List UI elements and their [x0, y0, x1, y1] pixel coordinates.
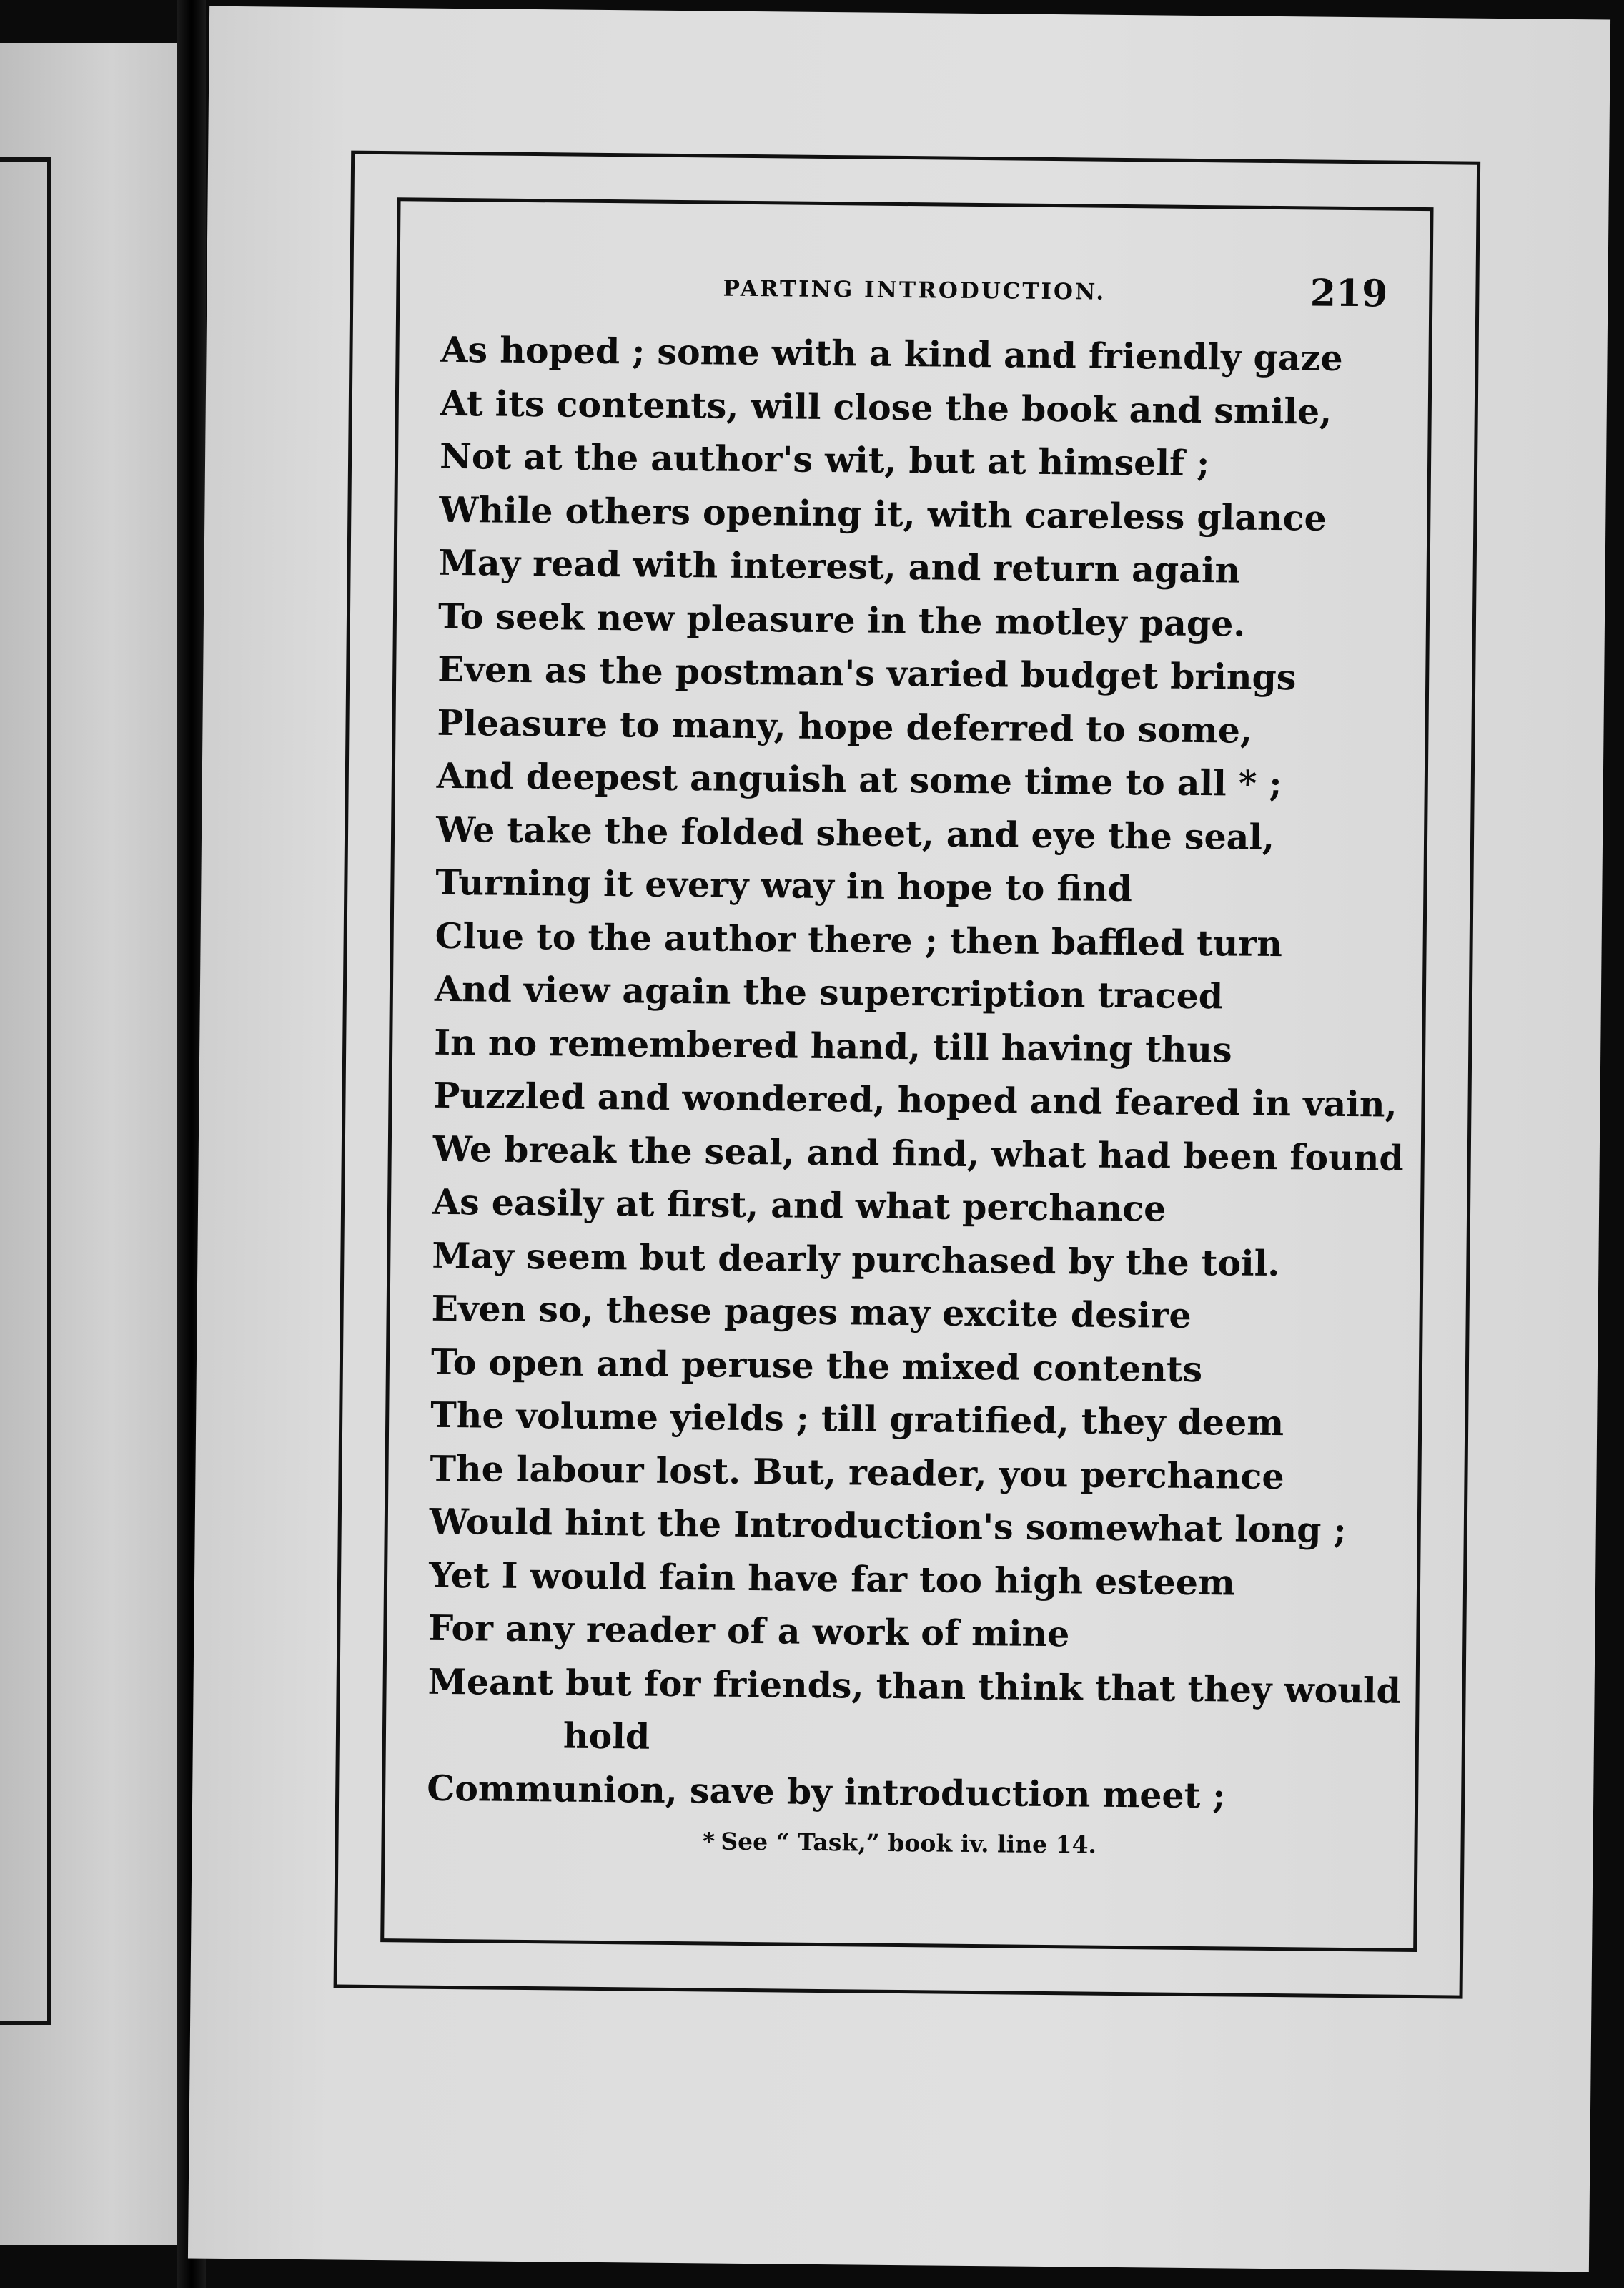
verse-line: Clue to the author there ; then baffled turn: [435, 914, 1283, 965]
verse-line: Even as the postman's varied budget brings: [437, 648, 1297, 699]
left-page-border: [0, 157, 51, 2025]
verse-line: While others opening it, with careless glance: [439, 488, 1327, 539]
verse-line: The volume yields ; till gratified, they deem: [430, 1394, 1284, 1444]
verse-line: Not at the author's wit, but at himself ;: [439, 435, 1210, 485]
verse-line: Even so, these pages may excite desire: [431, 1287, 1192, 1336]
verse-line: Turning it every way in hope to find: [435, 861, 1133, 910]
right-page: [188, 6, 1610, 2272]
verse-line: Meant but for friends, than think that they would: [427, 1660, 1402, 1712]
running-head: [441, 266, 1388, 332]
verse-line: In no remembered hand, till having thus: [433, 1021, 1232, 1070]
verse-line: We break the seal, and find, what had been found: [432, 1128, 1404, 1179]
verse-line: As hoped ; some with a kind and friendly gaze: [440, 328, 1343, 379]
verse-line: And view again the supercription traced: [434, 967, 1224, 1017]
inner-border: [380, 197, 1433, 1952]
verse-line: Puzzled and wondered, hoped and feared in vain,: [433, 1074, 1397, 1125]
running-head-title: PARTING INTRODUCTION.: [723, 275, 1106, 305]
verse-line: May seem but dearly purchased by the toil.: [432, 1234, 1280, 1284]
verse-line: For any reader of a work of mine: [428, 1607, 1070, 1655]
verse-line: Would hint the Introduction's somewhat long ;: [429, 1500, 1347, 1552]
verse-line: To open and peruse the mixed contents: [430, 1341, 1203, 1390]
outer-border: [334, 151, 1481, 1999]
footnote-marker: *: [702, 1827, 716, 1855]
footnote: [426, 1825, 1372, 1862]
verse-line: At its contents, will close the book and smile,: [440, 382, 1332, 433]
verse-line: The labour lost. But, reader, you perchance: [430, 1447, 1284, 1497]
verse-line: Communion, save by introduction meet ;: [426, 1767, 1226, 1816]
verse-line: Yet I would fain have far too high esteem: [428, 1554, 1236, 1604]
verse-line: Pleasure to many, hope deferred to some,: [437, 701, 1253, 751]
left-page: [0, 43, 186, 2245]
verse-body: [426, 323, 1404, 1824]
page-number: 219: [1309, 271, 1388, 316]
page-content: [426, 266, 1404, 1927]
footnote-text: See “ Task,” book iv. line 14.: [721, 1827, 1097, 1859]
verse-line: As easily at first, and what perchance: [432, 1180, 1167, 1230]
verse-line: We take the folded sheet, and eye the seal,: [435, 808, 1275, 858]
verse-line: And deepest anguish at some time to all * ;: [436, 754, 1282, 805]
verse-line: May read with interest, and return again: [438, 541, 1241, 591]
verse-line: To seek new pleasure in the motley page.: [437, 595, 1246, 645]
verse-line: hold: [563, 1715, 650, 1757]
